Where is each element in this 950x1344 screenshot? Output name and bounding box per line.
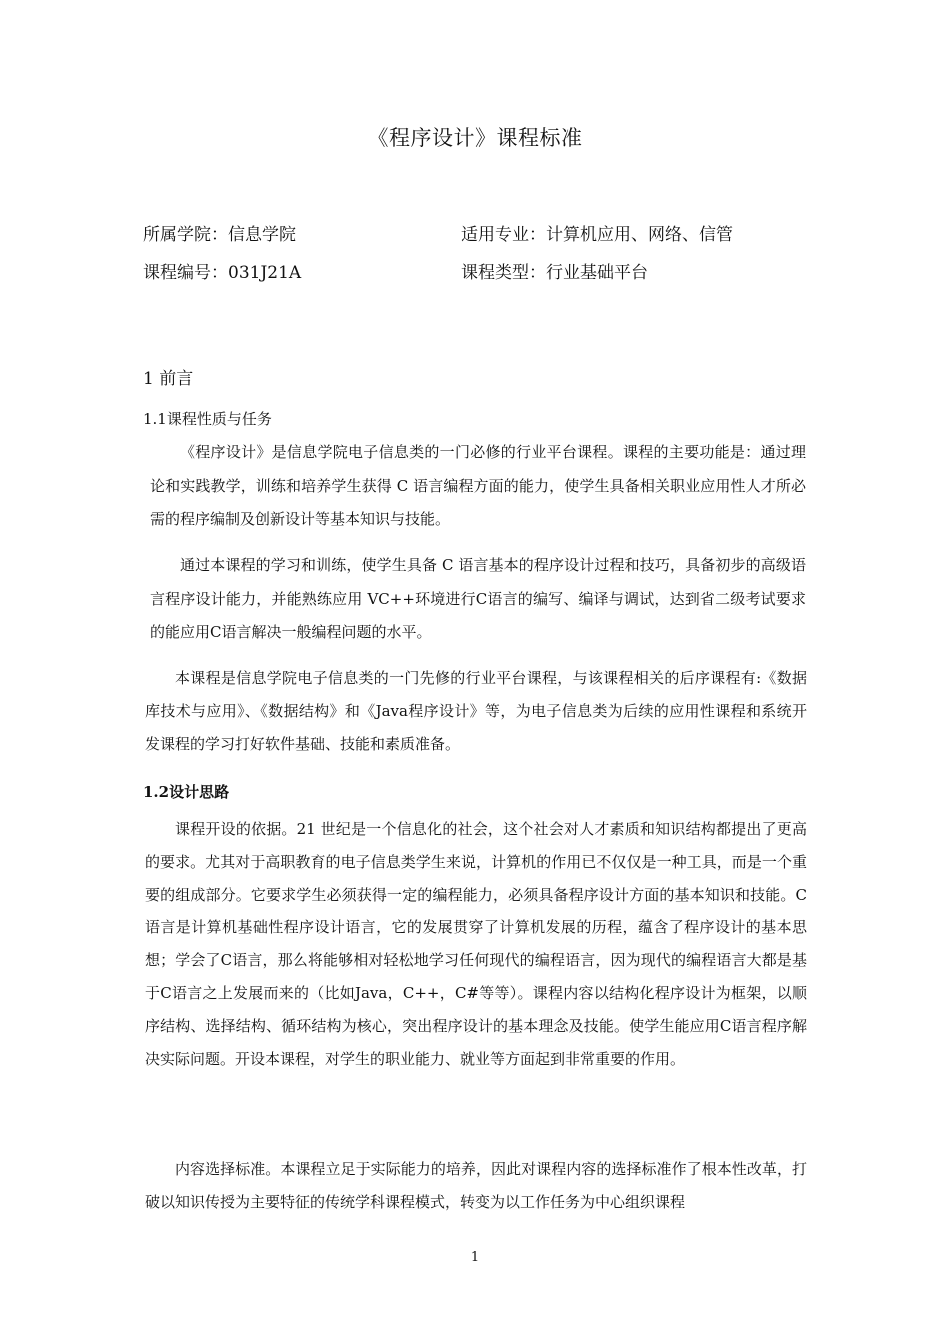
course-code-field: 课程编号：031J21A <box>143 263 302 283</box>
paragraph-content-selection: 内容选择标准。本课程立足于实际能力的培养，因此对课程内容的选择标准作了根本性改革，打破以知识传授为主要特征的传统学科课程模式，转变为以工作任务为中心组织课程 <box>145 1160 807 1211</box>
document-title: 《程序设计》课程标准 <box>367 126 583 150</box>
section-heading-design-ideas: 1.2设计思路 <box>143 783 230 801</box>
section-heading-preface: 1 前言 <box>143 369 194 389</box>
department-field: 所属学院：信息学院 <box>143 225 296 245</box>
course-type-field: 课程类型：行业基础平台 <box>461 263 648 283</box>
paragraph-course-goals: 通过本课程的学习和训练，使学生具备 C 语言基本的程序设计过程和技巧，具备初步的高级语言程序设计能力，并能熟练应用 VC++环境进行C语言的编写、编译与调试，达到省二级考试要求的能应用C语言解决一般编程问题的水平。 <box>150 556 806 641</box>
section-heading-course-nature: 1.1课程性质与任务 <box>143 410 272 428</box>
paragraph-course-nature: 《程序设计》是信息学院电子信息类的一门必修的行业平台课程。课程的主要功能是：通过理论和实践教学，训练和培养学生获得 C 语言编程方面的能力，使学生具备相关职业应用性人才所必需的程序编制及创新设计等基本知识与技能。 <box>150 443 806 528</box>
majors-field: 适用专业：计算机应用、网络、信管 <box>461 225 733 245</box>
page-number: 1 <box>470 1250 480 1265</box>
paragraph-course-relations: 本课程是信息学院电子信息类的一门先修的行业平台课程，与该课程相关的后序课程有:《数据库技术与应用》、《数据结构》和《Java程序设计》等，为电子信息类为后续的应用性课程和系统开发课程的学习打好软件基础、技能和素质准备。 <box>145 669 807 753</box>
paragraph-course-basis: 课程开设的依据。21 世纪是一个信息化的社会，这个社会对人才素质和知识结构都提出了更高的要求。尤其对于高职教育的电子信息类学生来说，计算机的作用已不仅仅是一种工具，而是一个重要的组成部分。它要求学生必须获得一定的编程能力，必须具备程序设计方面的基本知识和技能。C语言是计算机基础性程序设计语言，它的发展贯穿了计算机发展的历程，蕴含了程序设计的基本思想；学会了C语言，那么将能够相对轻松地学习任何现代的编程语言，因为现代的编程语言大都是基于C语言之上发展而来的（比如Java，C++，C#等等）。课程内容以结构化程序设计为框架，以顺序结构、选择结构、循环结构为核心，突出程序设计的基本理念及技能。使学生能应用C语言程序解决实际问题。开设本课程，对学生的职业能力、就业等方面起到非常重要的作用。 <box>145 820 807 1068</box>
